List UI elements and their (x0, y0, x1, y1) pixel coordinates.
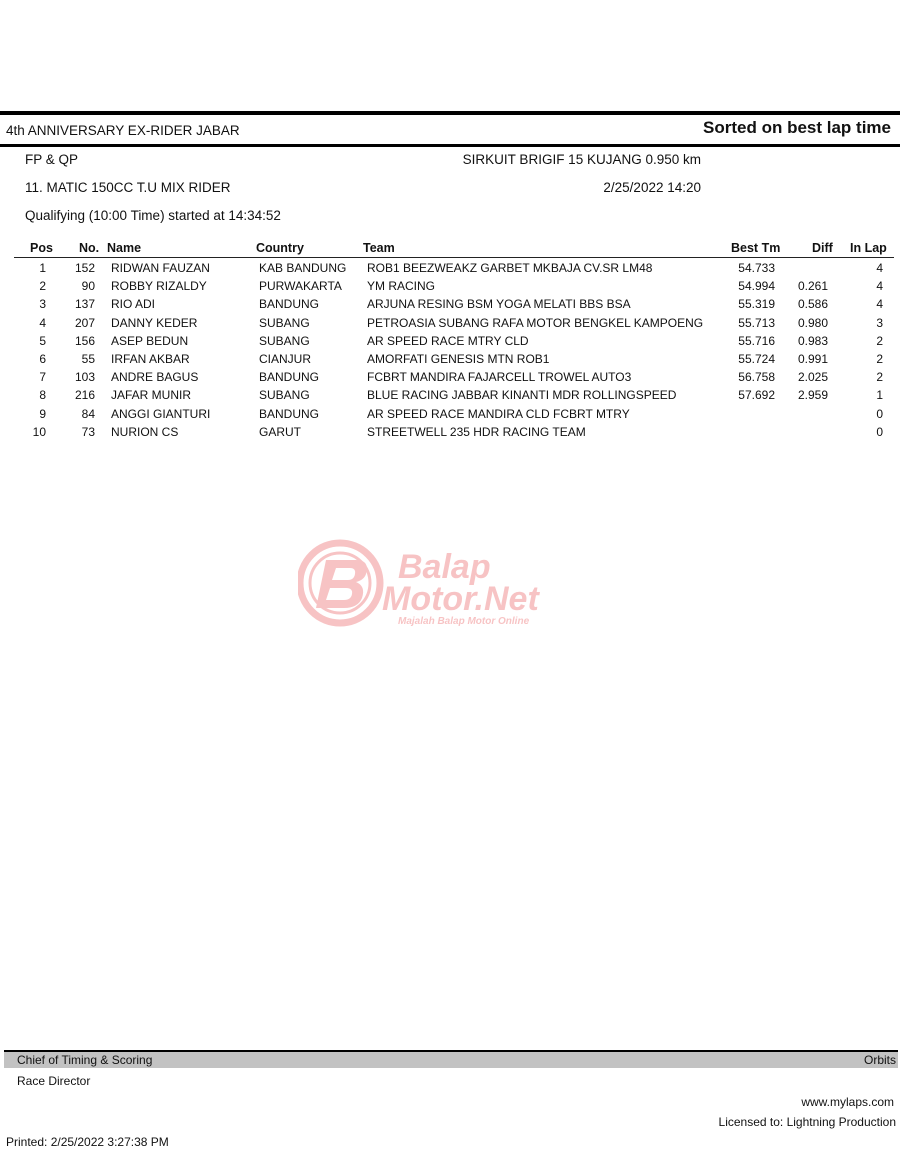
license-label: Licensed to: Lightning Production (718, 1115, 896, 1129)
cell-country: SUBANG (259, 333, 310, 348)
cell-name: JAFAR MUNIR (111, 388, 192, 403)
cell-name: ANGGI GIANTURI (111, 406, 211, 421)
cell-name: ANDRE BAGUS (111, 370, 199, 385)
col-header-best: Best Tm (731, 241, 781, 255)
title-underline (0, 144, 900, 147)
cell-pos: 10 (32, 424, 46, 439)
cell-team: AMORFATI GENESIS MTN ROB1 (367, 351, 550, 366)
cell-name: ASEP BEDUN (111, 333, 189, 348)
cell-number: 90 (81, 279, 95, 294)
cell-in-lap: 4 (876, 279, 883, 294)
col-header-country: Country (256, 241, 304, 255)
cell-diff: 0.980 (797, 315, 828, 330)
cell-number: 152 (74, 261, 95, 275)
cell-pos: 2 (39, 279, 46, 294)
cell-diff: 0.991 (797, 351, 828, 366)
event-title: 4th ANNIVERSARY EX-RIDER JABAR (6, 123, 240, 138)
printed-timestamp: Printed: 2/25/2022 3:27:38 PM (6, 1135, 169, 1149)
cell-in-lap: 2 (876, 351, 883, 366)
results-table (0, 261, 900, 443)
datetime-label: 2/25/2022 14:20 (603, 180, 701, 195)
watermark-brand-bottom: Motor.Net (382, 580, 539, 618)
cell-best-time: 55.713 (738, 315, 775, 330)
cell-country: CIANJUR (259, 351, 312, 366)
cell-in-lap: 2 (876, 370, 883, 385)
col-header-pos: Pos (30, 241, 53, 255)
cell-team: AR SPEED RACE MTRY CLD (367, 333, 529, 348)
table-row (0, 370, 900, 388)
cell-team: AR SPEED RACE MANDIRA CLD FCBRT MTRY (367, 406, 630, 421)
cell-best-time: 57.692 (738, 388, 775, 403)
class-label: 11. MATIC 150CC T.U MIX RIDER (25, 180, 231, 195)
cell-pos: 9 (39, 406, 46, 421)
cell-best-time: 54.733 (738, 261, 775, 275)
cell-number: 73 (81, 424, 95, 439)
session-label: FP & QP (25, 152, 79, 167)
col-header-team: Team (363, 241, 395, 255)
header-divider (14, 257, 894, 258)
cell-team: FCBRT MANDIRA FAJARCELL TROWEL AUTO3 (367, 370, 632, 385)
cell-diff: 2.025 (797, 370, 828, 385)
cell-in-lap: 0 (876, 424, 883, 439)
cell-team: PETROASIA SUBANG RAFA MOTOR BENGKEL KAMPOENG (367, 315, 704, 330)
chief-of-timing-label: Chief of Timing & Scoring (17, 1053, 153, 1067)
cell-number: 216 (74, 388, 95, 403)
table-row (0, 316, 900, 334)
col-header-name: Name (107, 241, 142, 255)
cell-in-lap: 2 (876, 333, 883, 348)
cell-in-lap: 0 (876, 406, 883, 421)
watermark-tagline: Majalah Balap Motor Online (398, 616, 530, 627)
table-row (0, 261, 900, 279)
cell-team: YM RACING (367, 279, 436, 294)
website-label: www.mylaps.com (801, 1095, 894, 1109)
table-row (0, 388, 900, 406)
cell-diff: 0.261 (797, 279, 828, 294)
cell-name: IRFAN AKBAR (111, 351, 190, 366)
qualifying-info: Qualifying (10:00 Time) started at 14:34:52 (25, 208, 281, 223)
cell-team: ROB1 BEEZWEAKZ GARBET MKBAJA CV.SR LM48 (367, 261, 653, 275)
cell-name: ROBBY RIZALDY (111, 279, 207, 294)
cell-country: BANDUNG (259, 406, 320, 421)
cell-country: BANDUNG (259, 297, 320, 312)
cell-in-lap: 4 (876, 297, 883, 312)
orbits-label: Orbits (863, 1053, 896, 1067)
cell-pos: 8 (39, 388, 46, 403)
table-row (0, 297, 900, 315)
table-row (0, 407, 900, 425)
cell-diff: 0.983 (797, 333, 828, 348)
cell-number: 55 (81, 351, 95, 366)
watermark-brand-top: Balap (398, 548, 491, 586)
cell-number: 156 (74, 333, 95, 348)
cell-best-time: 54.994 (738, 279, 775, 294)
cell-pos: 5 (39, 333, 46, 348)
cell-team: ARJUNA RESING BSM YOGA MELATI BBS BSA (367, 297, 631, 312)
cell-country: GARUT (259, 424, 301, 439)
cell-name: NURION CS (111, 424, 179, 439)
cell-name: DANNY KEDER (111, 315, 198, 330)
cell-team: STREETWELL 235 HDR RACING TEAM (367, 424, 586, 439)
cell-best-time: 55.724 (738, 351, 775, 366)
table-row (0, 352, 900, 370)
sort-label: Sorted on best lap time (703, 118, 891, 137)
cell-in-lap: 3 (876, 315, 883, 330)
cell-in-lap: 4 (876, 261, 883, 275)
circuit-label: SIRKUIT BRIGIF 15 KUJANG 0.950 km (462, 152, 701, 167)
cell-pos: 1 (39, 261, 46, 275)
cell-pos: 7 (39, 370, 46, 385)
table-row (0, 425, 900, 443)
col-header-lap: In Lap (850, 241, 887, 255)
race-director-label: Race Director (17, 1074, 91, 1088)
cell-best-time: 55.716 (738, 333, 775, 348)
cell-number: 84 (81, 406, 95, 421)
cell-country: SUBANG (259, 315, 310, 330)
col-header-diff: Diff (812, 241, 833, 255)
balapmotor-watermark-logo (298, 538, 602, 628)
cell-diff: 2.959 (797, 388, 828, 403)
cell-country: SUBANG (259, 388, 310, 403)
cell-in-lap: 1 (876, 388, 883, 403)
table-row (0, 279, 900, 297)
footer-bar (4, 1050, 898, 1068)
cell-number: 207 (74, 315, 95, 330)
cell-team: BLUE RACING JABBAR KINANTI MDR ROLLINGSPEED (367, 388, 677, 403)
cell-number: 103 (74, 370, 95, 385)
col-header-no: No. (79, 241, 100, 255)
cell-country: BANDUNG (259, 370, 320, 385)
top-rule (0, 111, 900, 115)
cell-best-time: 55.319 (738, 297, 775, 312)
cell-name: RIO ADI (111, 297, 156, 312)
cell-name: RIDWAN FAUZAN (111, 261, 210, 275)
cell-pos: 3 (39, 297, 46, 312)
logo-emblem-icon (300, 543, 380, 623)
table-row (0, 334, 900, 352)
cell-pos: 6 (39, 351, 46, 366)
cell-best-time: 56.758 (738, 370, 775, 385)
cell-diff: 0.586 (797, 297, 828, 312)
cell-pos: 4 (39, 315, 46, 330)
cell-country: KAB BANDUNG (259, 261, 347, 275)
cell-number: 137 (74, 297, 95, 312)
cell-country: PURWAKARTA (259, 279, 342, 294)
